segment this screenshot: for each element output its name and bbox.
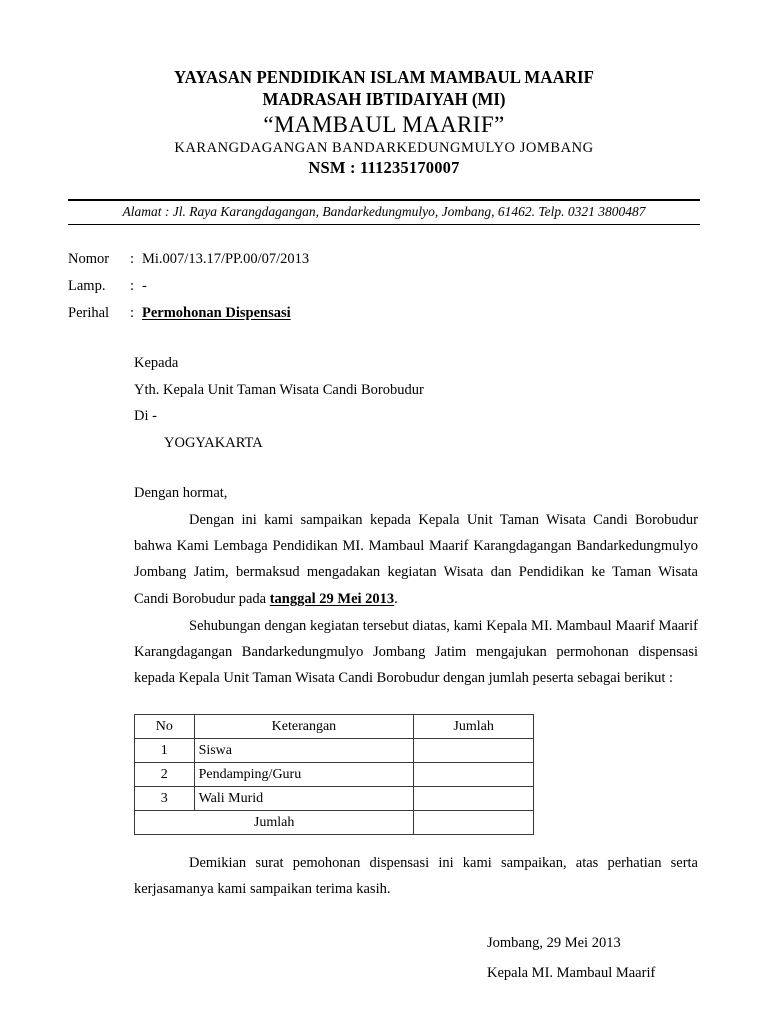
reference-row-nomor [68,246,488,273]
body-paragraph-1 [134,507,698,612]
signature-title: Kepala MI. Mambaul Maarif [487,965,656,981]
body-paragraph-2: Sehubungan dengan kegiatan tersebut diatas, kami Kepala MI. Mambaul Maarif Maarif Karangdagangan Bandarkedungmulyo Jombang Jatim mengajukan permohonan dispensasi kepada Kepala Unit Taman Wisata Candi Borobudur dengan jumlah peserta sebagai berikut : [134,617,698,687]
letterhead-school-type: MADRASAH IBTIDAIYAH (MI) [262,89,506,109]
row-2-keterangan: Pendamping/Guru [194,763,414,787]
nomor-colon: : [130,251,135,267]
table-row [135,787,534,811]
lampiran-value: - [142,278,147,294]
row-3-keterangan: Wali Murid [194,787,414,811]
letterhead-foundation-name: YAYASAN PENDIDIKAN ISLAM MAMBAUL MAARIF [173,67,595,87]
nomor-value: Mi.007/13.17/PP.00/07/2013 [142,251,310,267]
reference-row-lampiran [68,273,488,300]
table-row [135,763,534,787]
salutation: Dengan hormat, [134,485,228,501]
participant-table [134,714,534,835]
row-1-no: 1 [135,739,195,763]
paragraph-1-text-before: Dengan ini kami sampaikan kepada Kepala Unit Taman Wisata Candi Borobudur bahwa Kami Lembaga Pendidikan MI. Mambaul Maarif Karangdagangan Bandarkedungmulyo Jombang Jatim, bermaksud mengadakan kegiatan Wisata dan Pendidikan ke Taman Wisata Candi Borobudur pada [134,512,698,607]
recipient-block [134,350,604,456]
table-header-no: No [135,715,195,739]
letterhead-address-text: Alamat : Jl. Raya Karangdagangan, Bandarkedungmulyo, Jombang, 61462. Telp. 0321 3800487 [122,204,646,219]
closing-block [134,850,698,902]
row-3-no: 3 [135,787,195,811]
letterhead-school-name: “MAMBAUL MAARIF” [263,112,505,137]
recipient-line-kepada: Kepada [134,355,179,371]
recipient-line-di: Di - [134,408,157,424]
table-footer-total[interactable] [414,811,534,835]
table-header-row [135,715,534,739]
perihal-value: Permohonan Dispensasi [142,305,291,321]
letter-body [134,480,698,691]
paragraph-1-date-emphasis: tanggal 29 Mei 2013 [269,590,395,607]
lampiran-label: Lamp. [68,278,106,294]
row-2-no: 2 [135,763,195,787]
paragraph-1-text-after: . [394,590,398,607]
lampiran-colon: : [130,278,135,294]
row-3-jumlah[interactable] [414,787,534,811]
reference-row-perihal [68,300,488,327]
recipient-line-addressee: Yth. Kepala Unit Taman Wisata Candi Borobudur [134,381,424,398]
reference-block [68,246,488,327]
letterhead-nsm-number: NSM : 111235170007 [308,158,460,177]
row-1-jumlah[interactable] [414,739,534,763]
table-footer-label: Jumlah [135,811,414,835]
letterhead [60,66,708,178]
table-header-jumlah: Jumlah [414,715,534,739]
row-1-keterangan: Siswa [194,739,414,763]
letterhead-address-band [68,199,700,225]
letterhead-location: KARANGDAGANGAN BANDARKEDUNGMULYO JOMBANG [174,140,594,156]
nomor-label: Nomor [68,251,110,267]
closing-paragraph: Demikian surat pemohonan dispensasi ini kami sampaikan, atas perhatian serta kerjasamanya kami sampaikan terima kasih. [134,855,698,898]
signature-block [487,928,727,988]
table-header-keterangan: Keterangan [194,715,414,739]
table-footer-row [135,811,534,835]
signature-place-date: Jombang, 29 Mei 2013 [487,935,621,951]
table-row [135,739,534,763]
perihal-colon: : [130,305,135,321]
participant-table-wrapper [134,714,534,835]
row-2-jumlah[interactable] [414,763,534,787]
recipient-line-city: YOGYAKARTA [164,434,263,451]
perihal-label: Perihal [68,305,110,321]
